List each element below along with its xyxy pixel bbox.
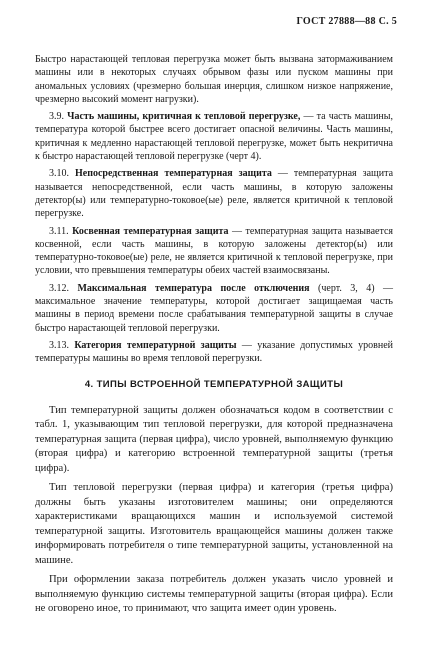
definitions-list [35, 110, 393, 365]
definition-number: 3.12. [49, 282, 69, 294]
definition-term: Косвенная температурная защита [72, 225, 229, 237]
definition-number: 3.9. [49, 111, 64, 123]
definition-term: Максимальная температура после отключения [77, 282, 310, 294]
section-title: 4. ТИПЫ ВСТРОЕННОЙ ТЕМПЕРАТУРНОЙ ЗАЩИТЫ [84, 378, 344, 390]
section-paragraph: Тип тепловой перегрузки (первая цифра) и категория (третья цифра) должны быть указаны изготовителем машины; они определяются характеристиками вращающихся машин и используемой системой температурной защиты. Изготовитель вращающейся машины должен также информировать потребителя о типе температурной защиты, установленной на машине. [35, 482, 393, 566]
definition-number: 3.11. [49, 225, 69, 237]
definition-item [35, 339, 393, 366]
definition-text: — температурная защита называется непосредственной, если часть машины, в которую заложены детектор(ы) или температурно-токовое(ые) реле, является критичной к тепловой перегрузке. [35, 168, 394, 220]
section-paragraph: При оформлении заказа потребитель должен указать число уровней и выполняемую функцию системы температурной защиты (вторая цифра). Если не оговорено иное, то принимают, что защита имеет один уровень. [35, 574, 393, 615]
definition-number: 3.13. [49, 339, 69, 351]
definition-text: — температурная защита называется косвенной, если часть машины, в которую заложены детектор(ы) или температурно-токовое(ые) реле, не является критичной к тепловой перегрузке, при условии, что превышения температуры обеих частей взаимосвязаны. [35, 225, 393, 277]
definition-term: Категория температурной защиты [74, 339, 237, 351]
page-header: ГОСТ 27888—88 С. 5 [296, 16, 397, 27]
definition-text: (черт. 3, 4) — максимальное значение температуры, которой достигает защищаемая часть машины в период времени после срабатывания температурной защиты в случае быстро нарастающей тепловой перегрузки. [35, 282, 394, 334]
definition-item [35, 110, 393, 163]
definition-item [35, 167, 393, 220]
definition-item [35, 282, 393, 335]
definition-text: — указание допустимых уровней температуры машины во время тепловой перегрузки. [35, 339, 394, 365]
definition-text: — та часть машины, температура которой быстрее всего достигает опасной величины. Часть машины, критичная к медленно нарастающей тепловой перегрузке, может быть некритична к быстро нарастающей тепловой перегрузке (черт 4). [35, 111, 393, 163]
page-content [35, 53, 393, 622]
definition-term: Часть машины, критичная к тепловой перегрузке, [67, 111, 301, 123]
section-paragraph: Тип температурной защиты должен обозначаться кодом в соответствии с табл. 1, указывающим тип тепловой перегрузки, для которой предназначена температурная защита (первая цифра), число уровней, выполняемую функцию (вторая цифра) и категорию встроенной температурной защиты (третья цифра). [35, 404, 393, 474]
definition-term: Непосредственная температурная защита [75, 168, 272, 180]
definition-number: 3.10. [49, 168, 69, 180]
intro-paragraph: Быстро нарастающей тепловая перегрузка может быть вызвана затормаживанием машины или в некоторых случаях обрывом фазы или пуском машины при аномальных условиях (чрезмерно большая инерция, слишком низкое напряжение, чрезмерно высокий момент нагрузки). [35, 54, 393, 105]
section-body [35, 404, 393, 617]
definition-item [35, 225, 393, 278]
